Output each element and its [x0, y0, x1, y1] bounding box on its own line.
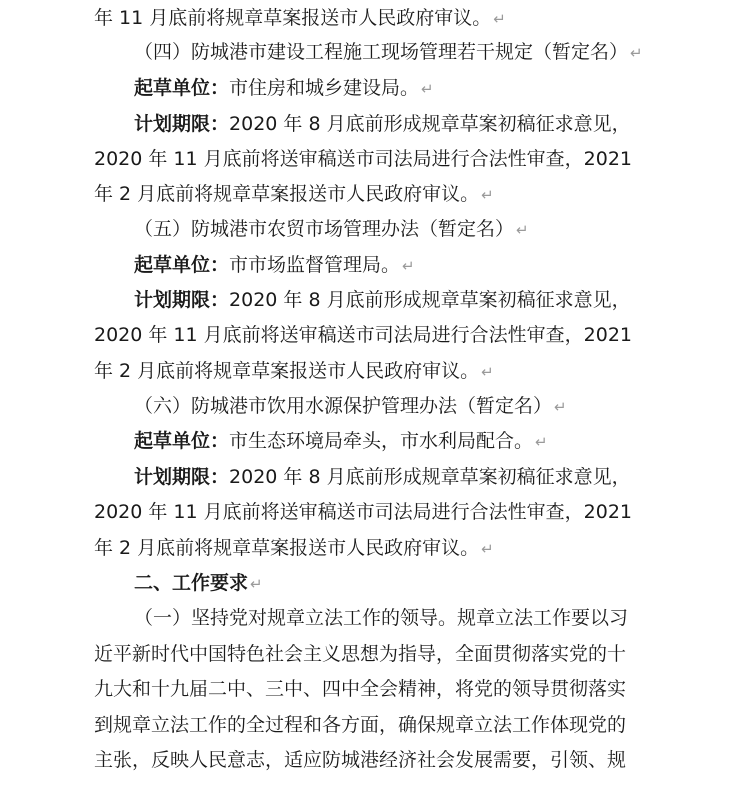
section-heading-5: （五）防城港市农贸市场管理办法（暂定名） ↵ [134, 218, 529, 240]
paragraph-mark: ↵ [421, 80, 434, 98]
section-heading-work-requirements: 二、工作要求 ↵ [134, 572, 263, 594]
paragraph-mark: ↵ [481, 186, 494, 204]
text-line: （一）坚持党对规章立法工作的领导。规章立法工作要以习 [134, 607, 629, 629]
text-line: 近平新时代中国特色社会主义思想为指导，全面贯彻落实党的十 [94, 643, 627, 665]
plan-deadline-line: 计划期限：2020 年 8 月底前形成规章草案初稿征求意见， [134, 466, 631, 488]
drafting-unit-label: 起草单位： [134, 77, 230, 99]
drafting-unit-value: 市生态环境局牵头，市水利局配合。 [229, 430, 534, 452]
drafting-unit-line [0, 247, 744, 283]
paragraph-mark: ↵ [630, 44, 643, 62]
drafting-unit-label: 起草单位： [134, 254, 230, 276]
text-line: 年 2 月底前将规章草案报送市人民政府审议。 ↵ [94, 183, 494, 205]
text-line: 2020 年 11 月底前将送审稿送市司法局进行合法性审查，2021 [94, 501, 633, 523]
plan-deadline-label: 计划期限： [134, 113, 230, 135]
plan-deadline-label: 计划期限： [134, 289, 230, 311]
drafting-unit-value: 市市场监督管理局。 [229, 254, 401, 276]
text-line: 2020 年 11 月底前将送审稿送市司法局进行合法性审查，2021 [94, 148, 633, 170]
drafting-unit-label: 起草单位： [134, 430, 230, 452]
paragraph-mark: ↵ [554, 398, 567, 416]
drafting-unit-line [0, 423, 744, 459]
paragraph-mark: ↵ [481, 363, 494, 381]
paragraph-mark: ↵ [493, 10, 506, 28]
plan-deadline-label: 计划期限： [134, 466, 230, 488]
drafting-unit-line [0, 70, 744, 106]
text-line: 九大和十九届二中、三中、四中全会精神，将党的领导贯彻落实 [94, 678, 627, 700]
section-heading-6: （六）防城港市饮用水源保护管理办法（暂定名） ↵ [134, 395, 567, 417]
text-line: 年 2 月底前将规章草案报送市人民政府审议。 ↵ [94, 537, 494, 559]
text-line: 年 11 月底前将规章草案报送市人民政府审议。 ↵ [94, 7, 506, 29]
paragraph-mark: ↵ [516, 221, 529, 239]
text-line: 年 2 月底前将规章草案报送市人民政府审议。 ↵ [94, 360, 494, 382]
paragraph-mark: ↵ [481, 540, 494, 558]
drafting-unit-value: 市住房和城乡建设局。 [229, 77, 420, 99]
text-line: 2020 年 11 月底前将送审稿送市司法局进行合法性审查，2021 [94, 324, 633, 346]
paragraph-mark: ↵ [535, 433, 548, 451]
text-line: 到规章立法工作的全过程和各方面，确保规章立法工作体现党的 [94, 714, 627, 736]
plan-deadline-line: 计划期限：2020 年 8 月底前形成规章草案初稿征求意见， [134, 113, 631, 135]
plan-deadline-line: 计划期限：2020 年 8 月底前形成规章草案初稿征求意见， [134, 289, 631, 311]
paragraph-mark: ↵ [402, 257, 415, 275]
paragraph-mark: ↵ [250, 575, 263, 593]
section-heading-4: （四）防城港市建设工程施工现场管理若干规定（暂定名） ↵ [134, 41, 643, 63]
text-line: 主张，反映人民意志，适应防城港经济社会发展需要，引领、规 [94, 749, 627, 771]
